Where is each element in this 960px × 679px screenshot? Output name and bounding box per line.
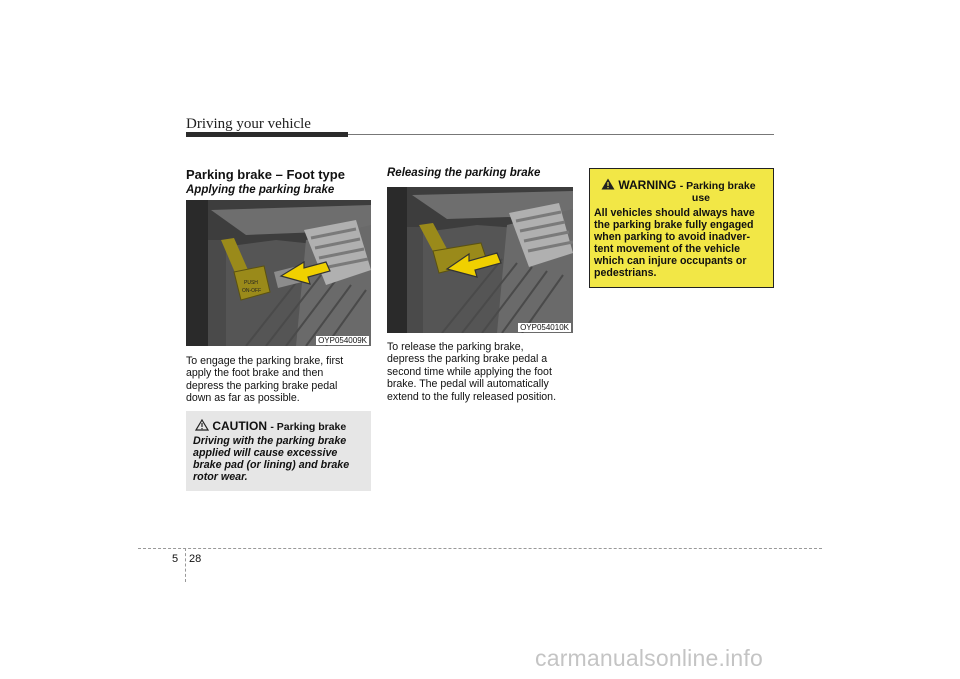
caution-line: Driving with the parking brake — [193, 435, 347, 447]
footer-divider — [185, 548, 186, 582]
caution-box — [186, 411, 371, 491]
release-photo-code: OYP054010K — [520, 323, 569, 332]
warning-line: All vehicles should always have — [594, 207, 755, 219]
page-number: 28 — [189, 553, 202, 565]
caution-line: rotor wear. — [193, 471, 248, 483]
svg-text:PUSH: PUSH — [244, 280, 258, 286]
svg-text:ON-OFF: ON-OFF — [242, 288, 262, 294]
release-heading: Releasing the parking brake — [387, 167, 541, 179]
warning-line: the parking brake fully engaged — [594, 219, 754, 231]
body-line: apply the foot brake and then — [186, 367, 324, 380]
body-line: To release the parking brake, — [387, 341, 524, 353]
warning-triangle-icon — [601, 178, 615, 190]
warning-header — [601, 178, 756, 192]
warning-box — [589, 168, 774, 288]
release-photo — [387, 187, 573, 333]
caution-triangle-icon — [195, 419, 209, 431]
chapter-number: 5 — [172, 553, 179, 565]
apply-body — [186, 355, 371, 405]
apply-photo-code: OYP054009K — [318, 336, 367, 345]
release-body — [387, 341, 573, 403]
caution-line: applied will cause excessive — [193, 447, 338, 459]
warning-line: when parking to avoid inadver- — [594, 231, 750, 243]
watermark: carmanualsonline.info — [535, 645, 763, 671]
header-accent-bar — [186, 132, 348, 137]
caution-subtitle: - Parking brake — [270, 421, 347, 433]
body-line: depress the parking brake pedal a — [387, 353, 548, 366]
running-header-title: Driving your vehicle — [186, 116, 311, 132]
warning-line: tent movement of the vehicle — [594, 243, 740, 255]
apply-heading: Applying the parking brake — [186, 184, 335, 196]
warning-subtitle-cont: use — [691, 192, 710, 204]
apply-photo — [186, 200, 371, 346]
warning-text — [594, 207, 770, 279]
body-line: brake. The pedal will automatically — [387, 378, 549, 391]
body-line: depress the parking brake pedal — [186, 379, 338, 392]
warning-line: pedestrians. — [594, 267, 657, 279]
warning-title: WARNING — [618, 178, 677, 192]
caution-title: CAUTION — [212, 419, 268, 433]
footer-rule — [138, 548, 822, 549]
body-line: To engage the parking brake, first — [186, 355, 344, 367]
section-title: Parking brake – Foot type — [186, 167, 345, 182]
body-line: extend to the fully released position. — [387, 390, 557, 403]
warning-subtitle: - Parking brake — [679, 180, 756, 192]
caution-header — [195, 419, 346, 433]
body-line: down as far as possible. — [186, 392, 300, 405]
caution-text — [193, 435, 364, 483]
caution-line: brake pad (or lining) and brake — [193, 459, 350, 471]
body-line: second time while applying the foot — [387, 365, 552, 378]
warning-line: which can injure occupants or — [594, 255, 747, 267]
